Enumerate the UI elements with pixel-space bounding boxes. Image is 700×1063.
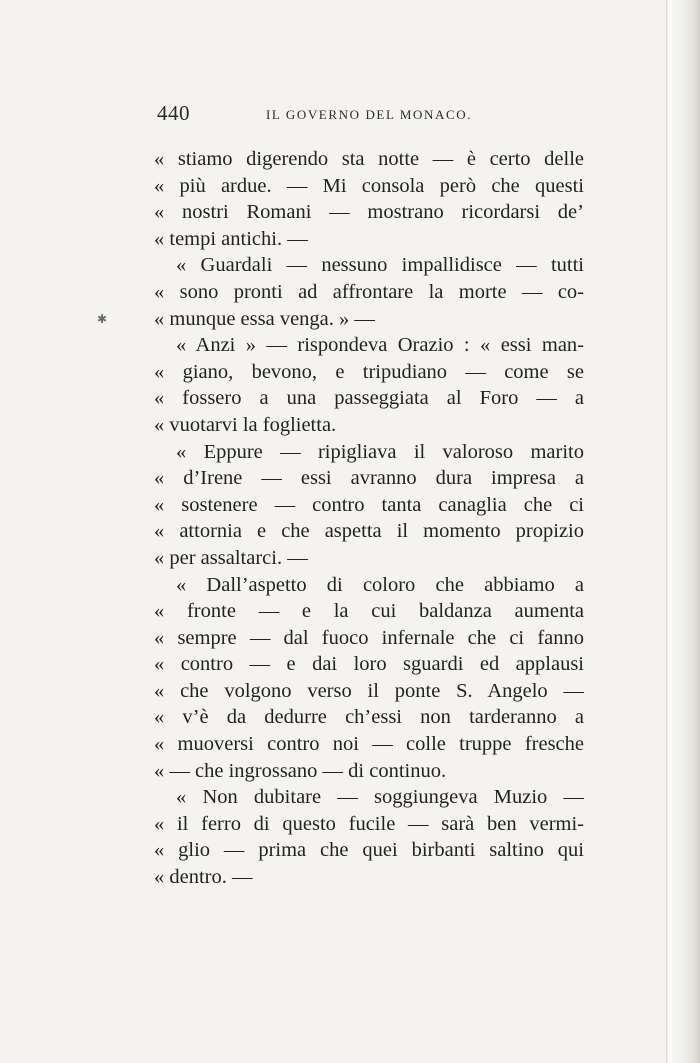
text-line: « che volgono verso il ponte S. Angelo —	[154, 679, 584, 702]
text-line: « Non dubitare — soggiungeva Muzio —	[176, 786, 584, 809]
text-line: « fossero a una passeggiata al Foro — a	[154, 387, 584, 410]
text-line: « vuotarvi la foglietta.	[154, 413, 337, 436]
text-line: « sono pronti ad affrontare la morte — co-	[154, 280, 584, 303]
text-line: « più ardue. — Mi consola però che questi	[154, 174, 584, 197]
text-line: « d’Irene — essi avranno dura impresa a	[154, 467, 584, 490]
text-line: « — che ingrossano — di continuo.	[154, 759, 447, 782]
text-line: « il ferro di questo fucile — sarà ben vermi-	[154, 812, 584, 835]
text-line: « Eppure — ripigliava il valoroso marito	[176, 440, 584, 463]
text-line: « giano, bevono, e tripudiano — come se	[154, 360, 584, 383]
text-line: « tempi antichi. —	[154, 227, 308, 250]
running-head	[155, 101, 585, 133]
text-line: « per assaltarci. —	[154, 546, 308, 569]
text-line: « glio — prima che quei birbanti saltino qui	[154, 839, 584, 862]
text-line: « fronte — e la cui baldanza aumenta	[154, 600, 584, 623]
body-text	[154, 146, 584, 891]
text-line: « sostenere — contro tanta canaglia che ci	[154, 493, 584, 516]
page-number: 440	[157, 101, 190, 125]
text-line: « Dall’aspetto di coloro che abbiamo a	[176, 573, 584, 596]
text-line: « Guardali — nessuno impallidisce — tutti	[176, 254, 584, 277]
text-line: « stiamo digerendo sta notte — è certo delle	[154, 148, 584, 170]
text-line: « v’è da dedurre ch’essi non tarderanno a	[154, 706, 584, 729]
text-line: « muoversi contro noi — colle truppe fresche	[154, 733, 584, 756]
text-line: « Anzi » — rispondeva Orazio : « essi man-	[176, 334, 584, 357]
text-line: « contro — e dai loro sguardi ed applausi	[154, 653, 584, 676]
text-line: « munque essa venga. » —	[154, 307, 375, 330]
page-edge	[666, 0, 700, 1063]
running-title: IL GOVERNO DEL MONACO.	[266, 107, 473, 122]
text-line: « nostri Romani — mostrano ricordarsi de’	[154, 201, 584, 224]
text-line: « attornia e che aspetta il momento propizio	[154, 520, 584, 543]
margin-ink-mark: ✱	[97, 312, 108, 326]
text-line: « sempre — dal fuoco infernale che ci fanno	[154, 626, 584, 649]
text-line: « dentro. —	[154, 866, 253, 889]
